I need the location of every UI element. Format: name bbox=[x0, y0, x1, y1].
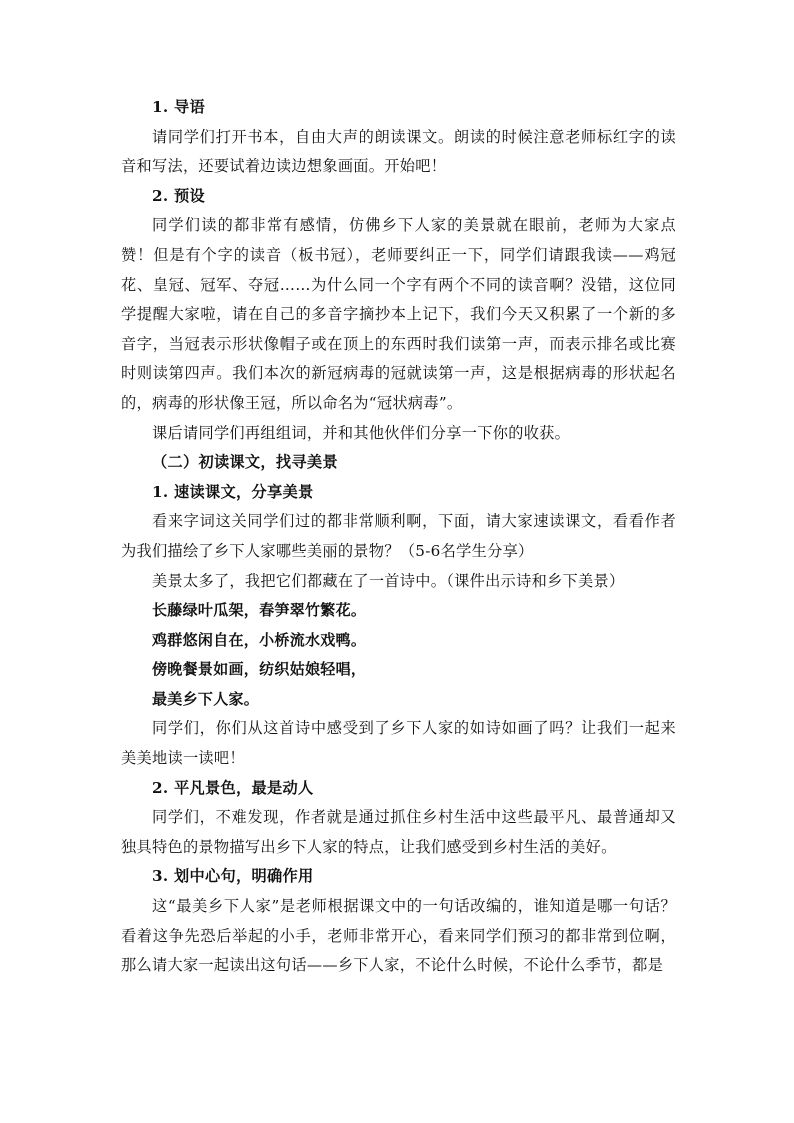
paragraph-speed-reading-2: 美景太多了，我把它们都藏在了一首诗中。（课件出示诗和乡下美景） bbox=[152, 571, 625, 590]
poem-line: 长藤绿叶瓜架，春笋翠竹繁花。 bbox=[152, 601, 367, 620]
paragraph-preset-2: 课后请同学们再组组词，并和其他伙伴们分享一下你的收获。 bbox=[152, 423, 571, 442]
part-heading-first-reading: （二）初读课文，找寻美景 bbox=[152, 453, 338, 472]
section-heading-intro: 1. 导语 bbox=[152, 98, 206, 116]
poem-line: 鸡群悠闲自在，小桥流水戏鸭。 bbox=[152, 630, 367, 649]
document-page bbox=[121, 93, 676, 981]
paragraph-intro: 请同学们打开书本，自由大声的朗读课文。朗读的时候注意老师标红字的读音和写法，还要试着边读边想象画面。开始吧！ bbox=[121, 127, 676, 176]
sub-heading-speed-reading: 1. 速读课文，分享美景 bbox=[152, 482, 314, 501]
paragraph-ordinary-scenery: 同学们，不难发现，作者就是通过抓住乡村生活中这些最平凡、最普通却又独具特色的景物描写出乡下人家的特点，让我们感受到乡村生活的美好。 bbox=[121, 808, 676, 856]
paragraph-speed-reading-3: 同学们，你们从这首诗中感受到了乡下人家的如诗如画了吗？让我们一起来美美地读一读吧！ bbox=[121, 719, 676, 768]
sub-heading-central-sentence: 3. 划中心句，明确作用 bbox=[152, 867, 314, 886]
paragraph-central-sentence: 这“最美乡下人家”是老师根据课文中的一句话改编的，谁知道是哪一句话？看着这争先恐后举起的小手，老师非常开心，看来同学们预习的都非常到位啊，那么请大家一起读出这句话——乡下人家，不论什么时候，不论什么季节，都是 bbox=[121, 897, 676, 975]
poem-line: 傍晚餐景如画，纺织姑娘轻唱， bbox=[152, 660, 367, 679]
sub-heading-ordinary-scenery: 2. 平凡景色，最是动人 bbox=[152, 778, 314, 797]
poem-line: 最美乡下人家。 bbox=[152, 689, 260, 708]
section-heading-preset: 2. 预设 bbox=[152, 186, 206, 205]
paragraph-speed-reading-1: 看来字词这关同学们过的都非常顺利啊，下面，请大家速读课文，看看作者为我们描绘了乡下人家哪些美丽的景物？（5-6名学生分享） bbox=[121, 512, 676, 560]
paragraph-preset-1: 同学们读的都非常有感情，仿佛乡下人家的美景就在眼前，老师为大家点赞！但是有个字的读音（板书冠），老师要纠正一下，同学们请跟我读——鸡冠花、皇冠、冠军、夺冠……为什么同一个字有两个不同的读音啊？没错，这位同学提醒大家啦，请在自己的多音字摘抄本上记下，我们今天又积累了一个新的多音字，当冠表示形状像帽子或在顶上的东西时我们读第一声，而表示排名或比赛时则读第四声。我们本次的新冠病毒的冠就读第一声，这是根据病毒的形状起名的，病毒的形状像王冠，所以命名为“冠状病毒”。 bbox=[121, 216, 676, 412]
